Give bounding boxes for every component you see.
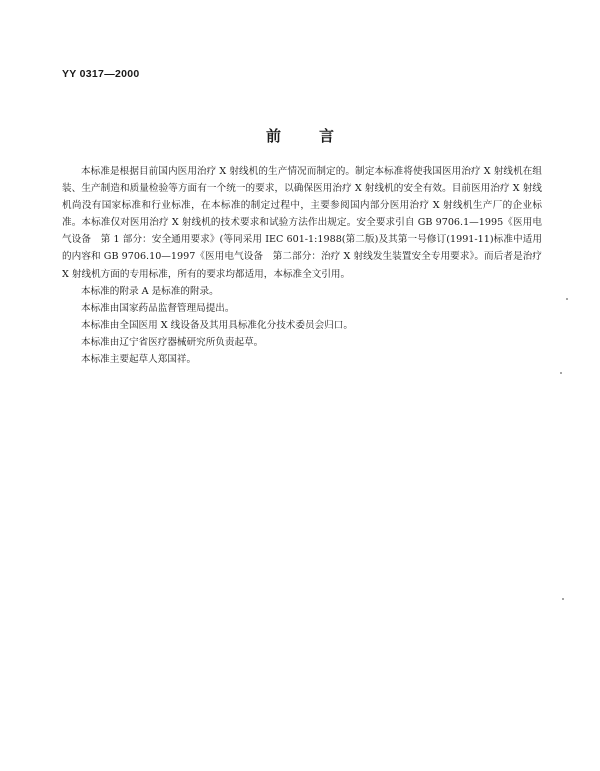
scan-speck (566, 298, 568, 300)
paragraph-appendix: 本标准的附录 A 是标准的附录。 (81, 285, 219, 297)
paragraph-drafter-org: 本标准由辽宁省医疗器械研究所负责起草。 (81, 336, 264, 348)
scan-speck (560, 372, 562, 374)
scan-speck (562, 598, 564, 600)
paragraph-main: 本标准是根据目前国内医用治疗 X 射线机的生产情况而制定的。制定本标准将使我国医用治疗 X 射线机在组装、生产制造和质量检验等方面有一个统一的要求，以确保医用治疗 X 射线机的安全有效。目前医用治疗 X 射线机尚没有国家标准和行业标准，在本标准的制定过程中，主要参阅国内部分医用治疗 X 射线机生产厂的企业标准。本标准仅对医用治疗 X 射线机的技术要求和试验方法作出规定。安全要求引自 GB 9706.1—1995《医用电气设备 第 1 部分：安全通用要求》(等同采用 IEC 601-1:1988(第二版)及其第一号修订(1991-11)标准中适用的内容和 GB 9706.10—1997《医用电气设备 第二部分：治疗 X 射线发生装置安全专用要求》。而后者是治疗 X 射线机方面的专用标准，所有的要求均都适用，本标准全文引用。 (62, 166, 542, 280)
standard-code: YY 0317—2000 (62, 68, 140, 80)
paragraph-proposer: 本标准由国家药品监督管理局提出。 (81, 302, 235, 314)
paragraph-committee: 本标准由全国医用 X 线设备及其用具标准化分技术委员会归口。 (81, 319, 353, 331)
paragraph-drafter-person: 本标准主要起草人郑国祥。 (81, 354, 197, 366)
page-title: 前言 (265, 127, 372, 145)
foreword-body (62, 163, 542, 368)
